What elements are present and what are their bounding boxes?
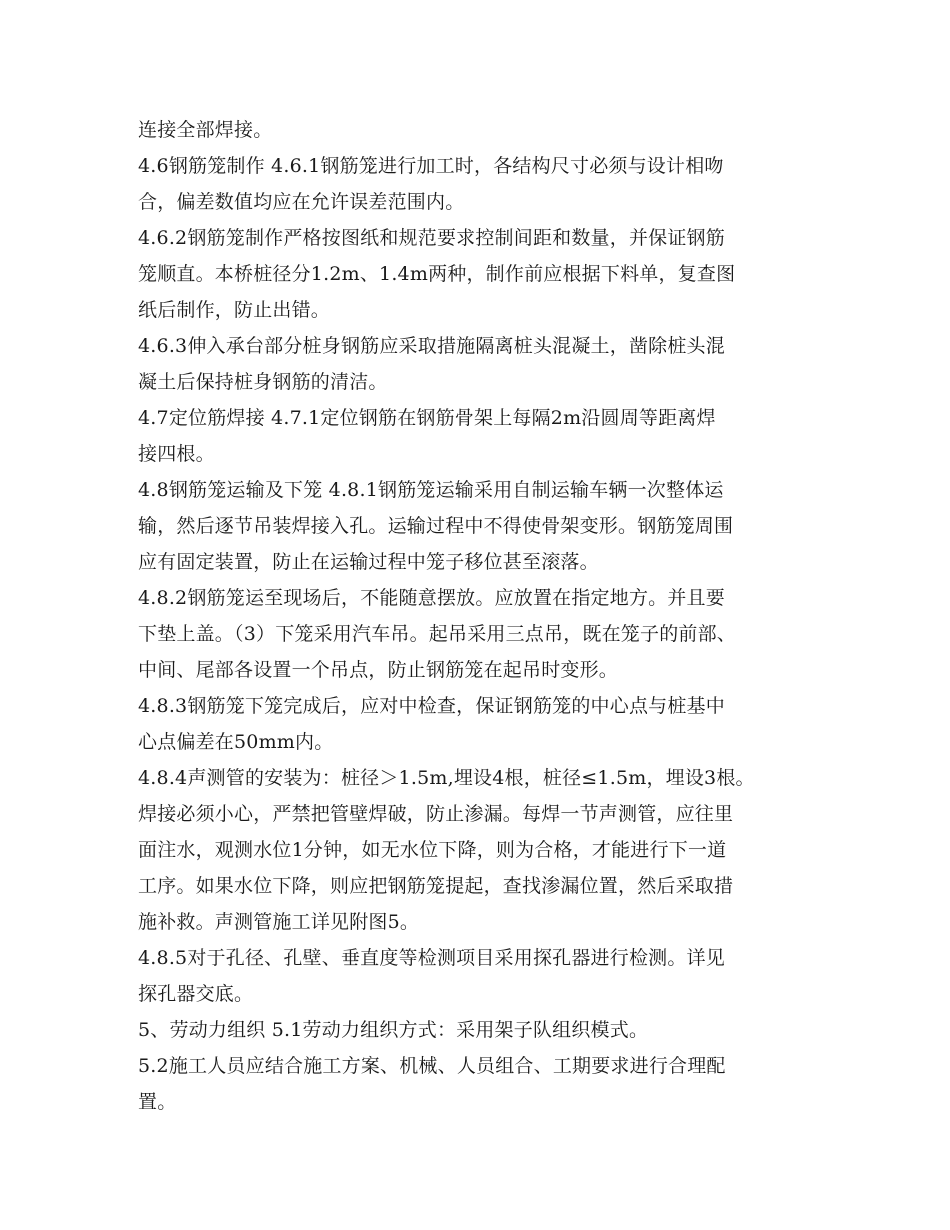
text-line: 4.8.3钢筋笼下笼完成后，应对中检查，保证钢筋笼的中心点与桩基中	[138, 695, 725, 717]
text-line: 4.6钢筋笼制作 4.6.1钢筋笼进行加工时，各结构尺寸必须与设计相吻	[138, 155, 724, 177]
text-line: 连接全部焊接。	[138, 119, 273, 141]
text-line: 置。	[138, 1091, 177, 1113]
text-line: 4.6.2钢筋笼制作严格按图纸和规范要求控制间距和数量，并保证钢筋	[138, 227, 725, 249]
text-line: 焊接必须小心，严禁把管壁焊破，防止渗漏。每焊一节声测管，应往里	[138, 803, 734, 825]
text-line: 心点偏差在50mm内。	[138, 731, 334, 753]
text-line: 4.8钢筋笼运输及下笼 4.8.1钢筋笼运输采用自制运输车辆一次整体运	[138, 479, 724, 501]
text-line: 面注水，观测水位1分钟，如无水位下降，则为合格，才能进行下一道	[138, 839, 727, 861]
text-line: 4.6.3伸入承台部分桩身钢筋应采取措施隔离桩头混凝土，凿除桩头混	[138, 335, 725, 357]
text-line: 输，然后逐节吊装焊接入孔。运输过程中不得使骨架变形。钢筋笼周围	[138, 515, 734, 537]
text-line: 4.8.5对于孔径、孔壁、垂直度等检测项目采用探孔器进行检测。详见	[138, 947, 725, 969]
text-line: 中间、尾部各设置一个吊点，防止钢筋笼在起吊时变形。	[138, 659, 619, 681]
document-body	[138, 112, 818, 1120]
text-line: 探孔器交底。	[138, 983, 254, 1005]
text-line: 施补救。声测管施工详见附图5。	[138, 911, 420, 933]
text-line: 5.2施工人员应结合施工方案、机械、人员组合、工期要求进行合理配	[138, 1055, 726, 1077]
text-line: 接四根。	[138, 443, 215, 465]
text-line: 工序。如果水位下降，则应把钢筋笼提起，查找渗漏位置，然后采取措	[138, 875, 734, 897]
text-line: 纸后制作，防止出错。	[138, 299, 331, 321]
text-line: 凝土后保持桩身钢筋的清洁。	[138, 371, 388, 393]
text-line: 合，偏差数值均应在允许误差范围内。	[138, 191, 465, 213]
text-line: 应有固定装置，防止在运输过程中笼子移位甚至滚落。	[138, 551, 599, 573]
text-line: 4.8.2钢筋笼运至现场后，不能随意摆放。应放置在指定地方。并且要	[138, 587, 725, 609]
text-line: 下垫上盖。（3）下笼采用汽车吊。起吊采用三点吊，既在笼子的前部、	[138, 623, 736, 645]
text-line: 4.8.4声测管的安装为：桩径＞1.5m,埋设4根，桩径≤1.5m，埋设3根。	[138, 767, 755, 789]
text-line: 5、劳动力组织 5.1劳动力组织方式：采用架子队组织模式。	[138, 1019, 649, 1041]
text-line: 4.7定位筋焊接 4.7.1定位钢筋在钢筋骨架上每隔2m沿圆周等距离焊	[138, 407, 716, 429]
text-line: 笼顺直。本桥桩径分1.2m、1.4m两种，制作前应根据下料单，复查图	[138, 263, 736, 285]
